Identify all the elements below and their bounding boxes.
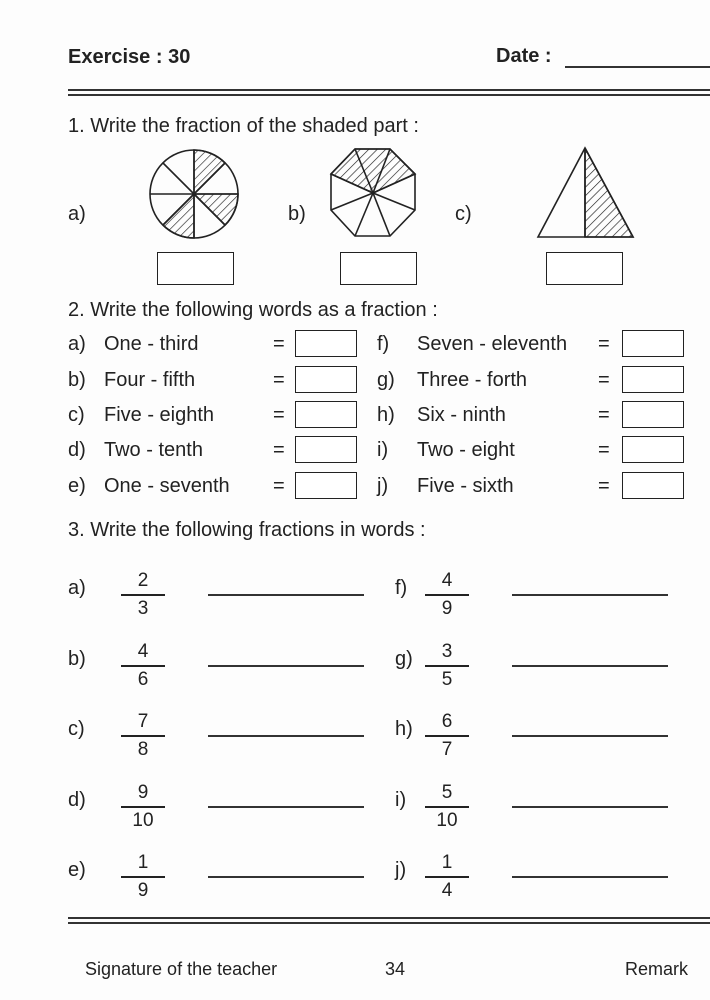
numerator: 5 xyxy=(441,782,453,803)
divider xyxy=(68,922,710,924)
answer-box[interactable] xyxy=(622,472,684,499)
answer-box-b[interactable] xyxy=(340,252,417,285)
fraction-word: Seven - eleventh xyxy=(417,333,568,355)
answer-line[interactable] xyxy=(512,806,668,808)
denominator: 9 xyxy=(137,879,149,901)
numerator: 2 xyxy=(137,570,149,591)
circle-figure xyxy=(150,150,238,238)
item-letter: j) xyxy=(377,475,389,497)
q1-title: 1. Write the fraction of the shaded part : xyxy=(68,115,419,137)
equals-sign: = xyxy=(598,439,610,461)
signature-label: Signature of the teacher xyxy=(85,959,278,979)
fraction-bar xyxy=(121,806,165,808)
q2-title: 2. Write the following words as a fraction : xyxy=(68,299,438,321)
item-letter: f) xyxy=(377,333,390,355)
fraction-word: Two - tenth xyxy=(104,439,203,461)
q1-label-a: a) xyxy=(68,203,86,225)
answer-line[interactable] xyxy=(208,806,364,808)
fraction xyxy=(121,641,165,691)
fraction-bar xyxy=(425,665,469,667)
q1-label-b: b) xyxy=(288,203,306,225)
page-number: 34 xyxy=(385,959,406,979)
fraction xyxy=(425,711,469,761)
equals-sign: = xyxy=(598,475,610,497)
answer-box[interactable] xyxy=(295,472,357,499)
q1-label-c: c) xyxy=(455,203,472,225)
answer-line[interactable] xyxy=(208,594,364,596)
denominator: 7 xyxy=(441,738,453,760)
answer-box[interactable] xyxy=(295,330,357,357)
fraction xyxy=(425,570,469,620)
numerator: 4 xyxy=(441,570,453,591)
fraction-word: Six - ninth xyxy=(417,404,506,426)
numerator: 1 xyxy=(441,852,453,873)
numerator: 3 xyxy=(441,641,453,662)
numerator: 4 xyxy=(137,641,149,662)
fraction xyxy=(121,711,165,761)
equals-sign: = xyxy=(598,369,610,391)
item-letter: a) xyxy=(68,333,86,355)
answer-line[interactable] xyxy=(208,665,364,667)
item-letter: e) xyxy=(68,859,86,881)
fraction-word: One - third xyxy=(104,333,199,355)
fraction-bar xyxy=(121,594,165,596)
answer-box[interactable] xyxy=(622,330,684,357)
fraction-word: Two - eight xyxy=(417,439,515,461)
answer-box[interactable] xyxy=(622,401,684,428)
divider xyxy=(68,917,710,919)
remark-label: Remark xyxy=(625,959,689,979)
q3-title: 3. Write the following fractions in words : xyxy=(68,519,426,541)
item-letter: j) xyxy=(395,859,407,881)
denominator: 10 xyxy=(132,809,154,831)
denominator: 3 xyxy=(137,597,149,619)
triangle-figure xyxy=(538,148,633,237)
item-letter: a) xyxy=(68,577,86,599)
equals-sign: = xyxy=(273,404,285,426)
item-letter: h) xyxy=(377,404,395,426)
numerator: 9 xyxy=(137,782,149,803)
fraction xyxy=(121,570,165,620)
equals-sign: = xyxy=(273,369,285,391)
equals-sign: = xyxy=(273,475,285,497)
fraction-word: Four - fifth xyxy=(104,369,196,391)
fraction xyxy=(425,641,469,691)
fraction-word: Five - sixth xyxy=(417,475,514,497)
item-letter: b) xyxy=(68,648,86,670)
item-letter: i) xyxy=(377,439,389,461)
numerator: 7 xyxy=(137,711,149,732)
fraction-bar xyxy=(425,735,469,737)
fraction-bar xyxy=(425,806,469,808)
item-letter: i) xyxy=(395,789,407,811)
fraction-bar xyxy=(121,665,165,667)
item-letter: h) xyxy=(395,718,413,740)
fraction-bar xyxy=(121,876,165,878)
denominator: 9 xyxy=(441,597,453,619)
denominator: 4 xyxy=(441,879,453,901)
item-letter: c) xyxy=(68,404,85,426)
answer-box-a[interactable] xyxy=(157,252,234,285)
fraction-word: Three - forth xyxy=(417,369,528,391)
fraction-word: One - seventh xyxy=(104,475,230,497)
item-letter: g) xyxy=(395,648,413,670)
equals-sign: = xyxy=(598,333,610,355)
answer-line[interactable] xyxy=(512,665,668,667)
octagon-figure xyxy=(331,149,415,236)
denominator: 8 xyxy=(137,738,149,760)
answer-box[interactable] xyxy=(295,436,357,463)
equals-sign: = xyxy=(273,333,285,355)
denominator: 10 xyxy=(436,809,458,831)
answer-box[interactable] xyxy=(295,366,357,393)
numerator: 1 xyxy=(137,852,149,873)
answer-line[interactable] xyxy=(512,876,668,878)
answer-line[interactable] xyxy=(512,735,668,737)
fraction-bar xyxy=(425,876,469,878)
equals-sign: = xyxy=(273,439,285,461)
answer-line[interactable] xyxy=(208,876,364,878)
answer-box[interactable] xyxy=(295,401,357,428)
fraction xyxy=(121,852,165,902)
answer-line[interactable] xyxy=(512,594,668,596)
fraction-word: Five - eighth xyxy=(104,404,215,426)
item-letter: g) xyxy=(377,369,395,391)
equals-sign: = xyxy=(598,404,610,426)
fraction-bar xyxy=(121,735,165,737)
fraction xyxy=(121,782,165,832)
fraction-bar xyxy=(425,594,469,596)
answer-box-c[interactable] xyxy=(546,252,623,285)
fraction xyxy=(425,782,469,832)
item-letter: e) xyxy=(68,475,86,497)
item-letter: d) xyxy=(68,789,86,811)
date-label: Date : xyxy=(496,45,552,67)
exercise-title: Exercise : 30 xyxy=(68,46,191,68)
item-letter: c) xyxy=(68,718,85,740)
item-letter: d) xyxy=(68,439,86,461)
denominator: 5 xyxy=(441,668,453,690)
answer-box[interactable] xyxy=(622,436,684,463)
answer-box[interactable] xyxy=(622,366,684,393)
item-letter: f) xyxy=(395,577,408,599)
numerator: 6 xyxy=(441,711,453,732)
denominator: 6 xyxy=(137,668,149,690)
item-letter: b) xyxy=(68,369,86,391)
fraction xyxy=(425,852,469,902)
answer-line[interactable] xyxy=(208,735,364,737)
